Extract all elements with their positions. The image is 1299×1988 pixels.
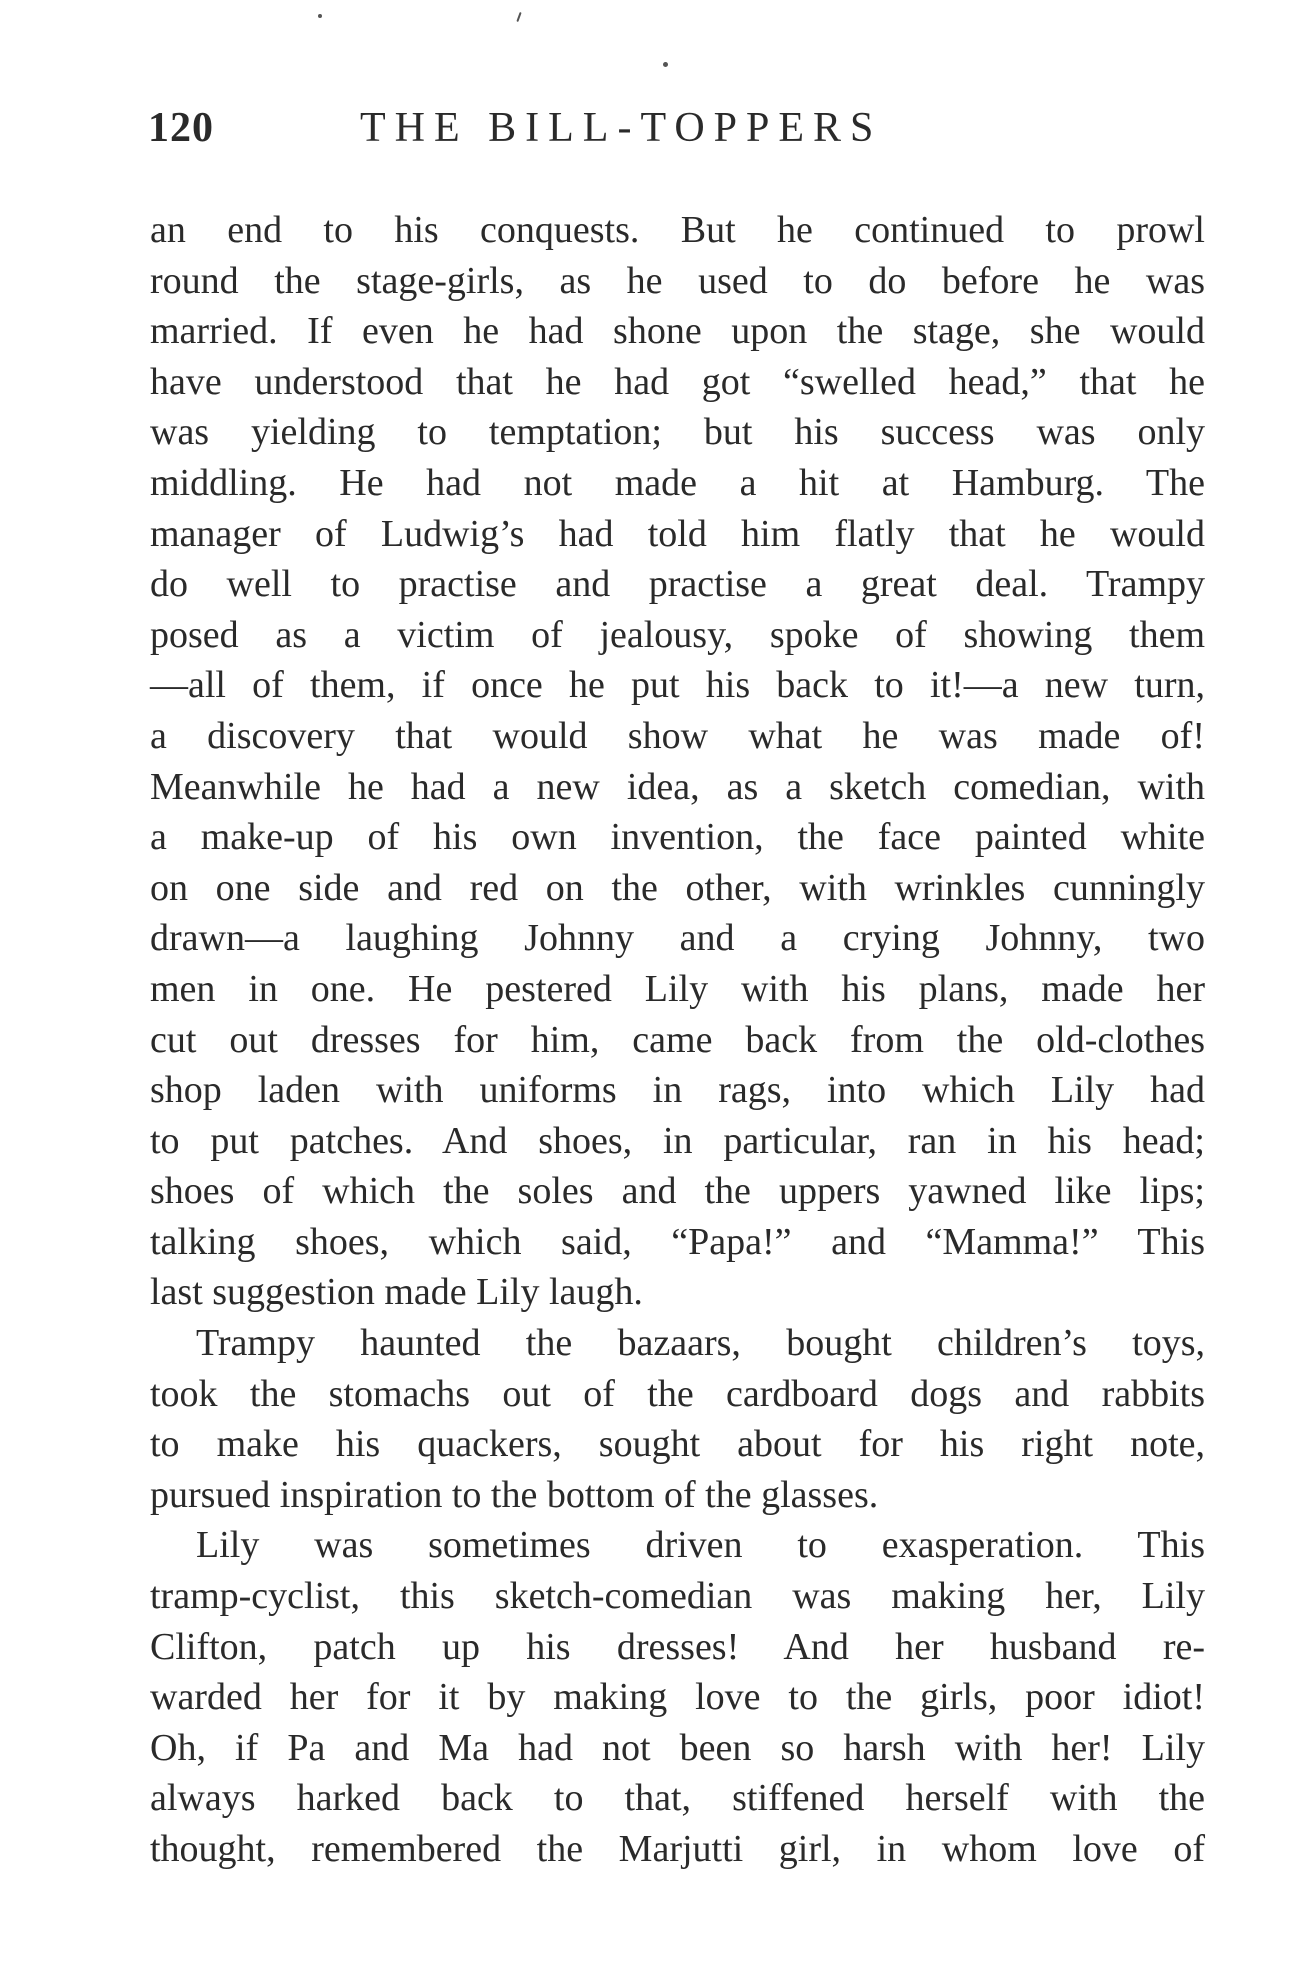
text-line: posed as a victim of jealousy, spoke of showing them [150, 613, 1205, 656]
text-line: shoes of which the soles and the uppers yawned like lips; [150, 1170, 1205, 1213]
scan-speck [663, 62, 668, 67]
text-line: manager of Ludwig’s had told him flatly that he would [150, 512, 1205, 555]
paragraph [150, 205, 1205, 1318]
text-line: was yielding to temptation; but his success was only [150, 411, 1205, 454]
book-title: THE BILL-TOPPERS [360, 105, 883, 151]
page-number: 120 [148, 105, 214, 151]
text-line: Oh, if Pa and Ma had not been so harsh with her! Lily [150, 1726, 1205, 1769]
text-line: Meanwhile he had a new idea, as a sketch comedian, with [150, 765, 1205, 808]
text-line: always harked back to that, stiffened herself with the [150, 1777, 1205, 1820]
text-line: Clifton, patch up his dresses! And her husband re- [150, 1625, 1205, 1668]
text-line: pursued inspiration to the bottom of the glasses. [150, 1473, 879, 1516]
text-line: Trampy haunted the bazaars, bought children’s toys, [196, 1322, 1205, 1365]
text-line: tramp-cyclist, this sketch-comedian was making her, Lily [150, 1575, 1205, 1618]
text-line: men in one. He pestered Lily with his plans, made her [150, 967, 1205, 1010]
scan-speck [318, 14, 322, 18]
text-line: to put patches. And shoes, in particular, ran in his head; [150, 1119, 1205, 1162]
text-line: last suggestion made Lily laugh. [150, 1271, 643, 1314]
paragraph [150, 1318, 1205, 1520]
text-line: Lily was sometimes driven to exasperation. This [196, 1524, 1205, 1567]
text-line: do well to practise and practise a great deal. Trampy [150, 563, 1205, 606]
scan-speck [516, 12, 521, 22]
text-line: took the stomachs out of the cardboard dogs and rabbits [150, 1372, 1205, 1415]
text-line: warded her for it by making love to the girls, poor idiot! [150, 1676, 1205, 1719]
text-line: a discovery that would show what he was made of! [150, 714, 1205, 757]
text-line: middling. He had not made a hit at Hamburg. The [150, 461, 1205, 504]
text-line: —all of them, if once he put his back to it!—a new turn, [150, 664, 1205, 707]
text-line: cut out dresses for him, came back from the old-clothes [150, 1018, 1205, 1061]
text-line: shop laden with uniforms in rags, into which Lily had [150, 1069, 1205, 1112]
text-line: an end to his conquests. But he continued to prowl [150, 209, 1205, 251]
text-line: drawn—a laughing Johnny and a crying Johnny, two [150, 917, 1205, 960]
body-text [150, 205, 1205, 1875]
text-line: round the stage-girls, as he used to do before he was [150, 259, 1205, 302]
running-head [148, 100, 1208, 156]
text-line: a make-up of his own invention, the face painted white [150, 816, 1205, 859]
text-line: thought, remembered the Marjutti girl, in whom love of [150, 1828, 1205, 1870]
text-line: to make his quackers, sought about for his right note, [150, 1423, 1205, 1466]
paragraph [150, 1520, 1205, 1874]
text-line: have understood that he had got “swelled head,” that he [150, 360, 1205, 403]
text-line: talking shoes, which said, “Papa!” and “Mamma!” This [150, 1220, 1205, 1263]
text-line: married. If even he had shone upon the stage, she would [150, 310, 1205, 353]
text-line: on one side and red on the other, with wrinkles cunningly [150, 866, 1205, 909]
